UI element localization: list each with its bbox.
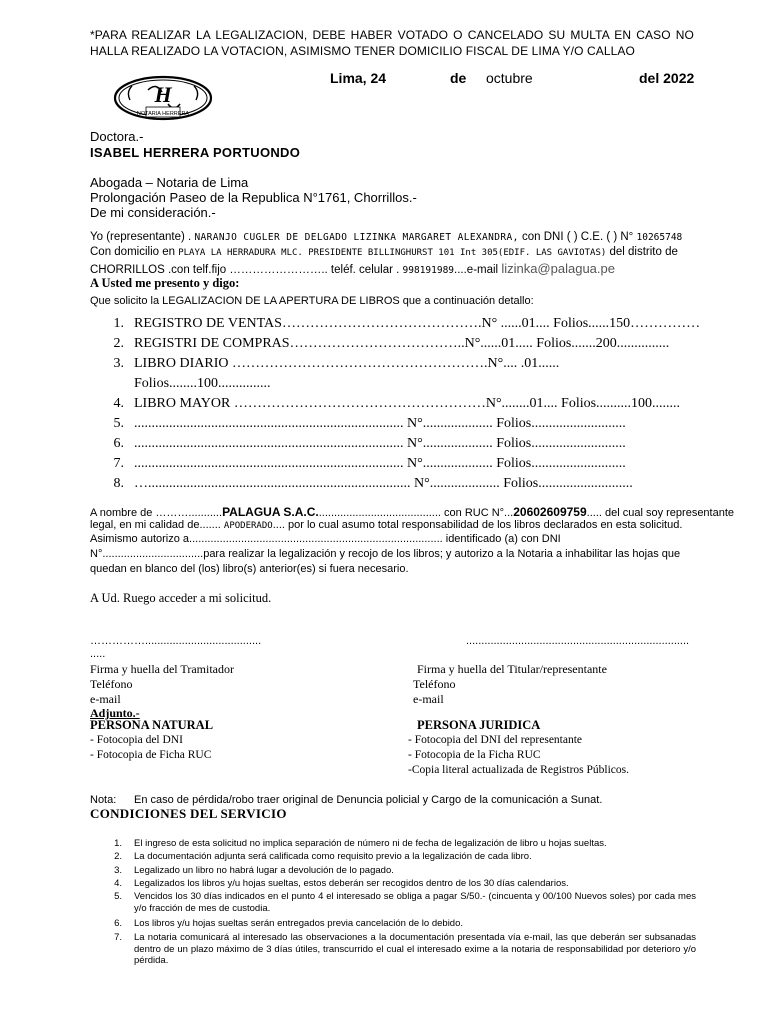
company-line-3: Asimismo autorizo a................................................................................... identificado (a) con DNI	[90, 533, 561, 545]
tramitador-email-label: e-mail	[90, 692, 121, 706]
conditions-title: CONDICIONES DEL SERVICIO	[90, 806, 287, 821]
condition-text: Los libros y/u hojas sueltas serán entregados previa cancelación de lo debido.	[134, 918, 464, 929]
date-de: de	[450, 70, 467, 86]
signature-line-right: .........................................................................	[466, 635, 690, 647]
condition-number: 6.	[114, 918, 122, 929]
book-entry: REGISTRI DE COMPRAS………………………………..N°......01..... Folios.......200...............	[134, 336, 670, 351]
titular-email-label: e-mail	[413, 692, 444, 706]
titular-phone-label: Teléfono	[413, 677, 456, 691]
legalization-notice: *PARA REALIZAR LA LEGALIZACION, DEBE HABER VOTADO O CANCELADO SU MULTA EN CASO NO HALLA REALIZADO LA VOTACION, ASIMISMO TENER DOMICILIO FISCAL DE LIMA Y/O CALLAO	[90, 28, 694, 58]
persona-natural-title: PERSONA NATURAL	[90, 718, 214, 732]
natural-item: - Fotocopia de Ficha RUC	[90, 749, 212, 761]
tramitador-phone-label: Teléfono	[90, 677, 133, 691]
book-entry: LIBRO MAYOR ………………………………………………N°........01.... Folios..........100........	[134, 396, 681, 411]
condition-number: 5.	[114, 891, 122, 902]
juridica-item: - Fotocopia de la Ficha RUC	[408, 749, 541, 761]
book-number: 8.	[113, 476, 124, 491]
condition-text: Legalizado un libro no habrá lugar a devolución de lo pagado.	[134, 865, 394, 876]
company-line-1: A nombre de ………...........PALAGUA S.A.C......................................... con RUC N°...20602609759..... del cual soy representante	[90, 505, 735, 519]
note-text: En caso de pérdida/robo traer original de Denuncia policial y Cargo de la comunicación a Sunat.	[134, 794, 603, 806]
ruc-number: 20602609759	[513, 505, 587, 519]
addressee-name: ISABEL HERRERA PORTUONDO	[90, 145, 301, 160]
date-city-day: Lima, 24	[330, 70, 387, 86]
district: CHORRILLOS	[90, 264, 165, 276]
addressee-title: Abogada – Notaria de Lima	[90, 175, 249, 190]
signature-tramitador-label: Firma y huella del Tramitador	[90, 662, 234, 676]
domicile: PLAYA LA HERRADURA MLC. PRESIDENTE BILLINGHURST 101 Int 305(EDIF. LAS GAVIOTAS)	[178, 248, 607, 258]
book-entry: REGISTRO DE VENTAS…………………………………….N° ......01.... Folios......150……………	[134, 316, 701, 331]
book-number: 1.	[113, 316, 124, 331]
representative-name: NARANJO CUGLER DE DELGADO LIZINKA MARGARET ALEXANDRA,	[194, 232, 519, 243]
regards: De mi consideración.-	[90, 205, 216, 220]
condition-text: El ingreso de esta solicitud no implica separación de número ni de fecha de legalización de libro u hojas sueltas.	[134, 838, 607, 849]
applicant-line-1: Yo (representante) . NARANJO CUGLER DE DELGADO LIZINKA MARGARET ALEXANDRA, con DNI ( ) C.E. ( ) N° 10265748	[90, 231, 683, 243]
book-number: 3.	[113, 356, 124, 371]
juridica-item: - Fotocopia del DNI del representante	[408, 734, 583, 746]
signature-line-left-cont: .....	[90, 648, 106, 660]
company-line-5: quedan en blanco del (los) libro(s) anterior(es) si fuera necesario.	[90, 563, 409, 575]
date-year: del 2022	[639, 70, 695, 86]
natural-item: - Fotocopia del DNI	[90, 734, 183, 746]
book-entry: ............................................................................. N°.................... Folios...........................	[134, 436, 626, 451]
condition-number: 1.	[114, 838, 122, 849]
note-label: Nota:	[90, 794, 117, 806]
condition-text: Legalizados los libros y/u hojas sueltas, estos deberán ser recogidos dentro de los 30 días calendarios.	[134, 878, 569, 889]
condition-number: 2.	[114, 851, 122, 862]
persona-juridica-title: PERSONA JURIDICA	[417, 718, 541, 732]
condition-number: 7.	[114, 932, 122, 943]
applicant-line-3: CHORRILLOS .con telf.fijo …………………….. teléf. celular . 998191989....e-mail lizinka@palagua.pe	[90, 261, 615, 276]
company-line-2: legal, en mi calidad de....... APODERADO.... por lo cual asumo total responsabilidad de los libros declarados en esta solicitud.	[90, 519, 683, 531]
email-value: lizinka@palagua.pe	[501, 261, 615, 276]
salutation: Doctora.-	[90, 129, 144, 144]
signature-line-left: ……………......................................	[90, 635, 262, 647]
request-text: Que solicito la LEGALIZACION DE LA APERTURA DE LIBROS que a continuación detallo:	[90, 295, 534, 307]
book-number: 7.	[113, 456, 124, 471]
book-number: 5.	[113, 416, 124, 431]
addressee-address: Prolongación Paseo de la Republica N°1761, Chorrillos.-	[90, 190, 417, 205]
mobile-number: 998191989	[402, 265, 455, 276]
book-entry: LIBRO DIARIO ……………………………………………….N°.... .01......	[134, 356, 560, 371]
book-number: 6.	[113, 436, 124, 451]
condition-number: 3.	[114, 865, 122, 876]
applicant-line-2: Con domicilio en PLAYA LA HERRADURA MLC. PRESIDENTE BILLINGHURST 101 Int 305(EDIF. LAS GAVIOTAS) del distrito de	[90, 246, 678, 258]
attachments-title: Adjunto.-	[90, 706, 140, 720]
book-number: 4.	[113, 396, 124, 411]
request-close: A Ud. Ruego acceder a mi solicitud.	[90, 591, 272, 605]
book-entry: …........................................................................... N°.................... Folios...........................	[134, 476, 633, 491]
book-entry: Folios........100...............	[134, 376, 271, 391]
date-month: octubre	[486, 70, 533, 86]
condition-text: La notaria comunicará al interesado las observaciones a la documentación presentada vía e-mail, las que deberán ser subsanadas dentro de un plazo máximo de 3 días útiles, transcurrido el cual el interesado exime a la notaria de responsabilidad por deterioro y/o pérdida.	[134, 932, 696, 966]
juridica-item: -Copia literal actualizada de Registros Públicos.	[408, 764, 629, 776]
notary-logo	[112, 74, 214, 124]
book-entry: ............................................................................. N°.................... Folios...........................	[134, 416, 626, 431]
condition-text: Vencidos los 30 días indicados en el punto 4 el interesado se obliga a pagar S/50.- (cincuenta y 00/100 Nuevos soles) por cada mes y/o fracción de mes de custodia.	[134, 891, 696, 914]
condition-number: 4.	[114, 878, 122, 889]
book-number: 2.	[113, 336, 124, 351]
condition-text: La documentación adjunta será calificada como requisito previo a la legalización de cada libro.	[134, 851, 532, 862]
role-value: APODERADO	[223, 521, 273, 531]
company-line-4: N°.................................para realizar la legalización y recojo de los libros; y autorizo a la Notaria a inhabilitar las hojas que	[90, 548, 681, 560]
svg-text:NOTARIA HERRERA: NOTARIA HERRERA	[136, 111, 190, 117]
company-name: PALAGUA S.A.C.	[222, 505, 319, 519]
book-entry: ............................................................................. N°.................... Folios...........................	[134, 456, 626, 471]
presento-heading: A Usted me presento y digo:	[90, 276, 240, 290]
signature-titular-label: Firma y huella del Titular/representante	[417, 662, 607, 676]
dni-number: 10265748	[636, 232, 683, 243]
svg-text:H: H	[154, 82, 172, 107]
